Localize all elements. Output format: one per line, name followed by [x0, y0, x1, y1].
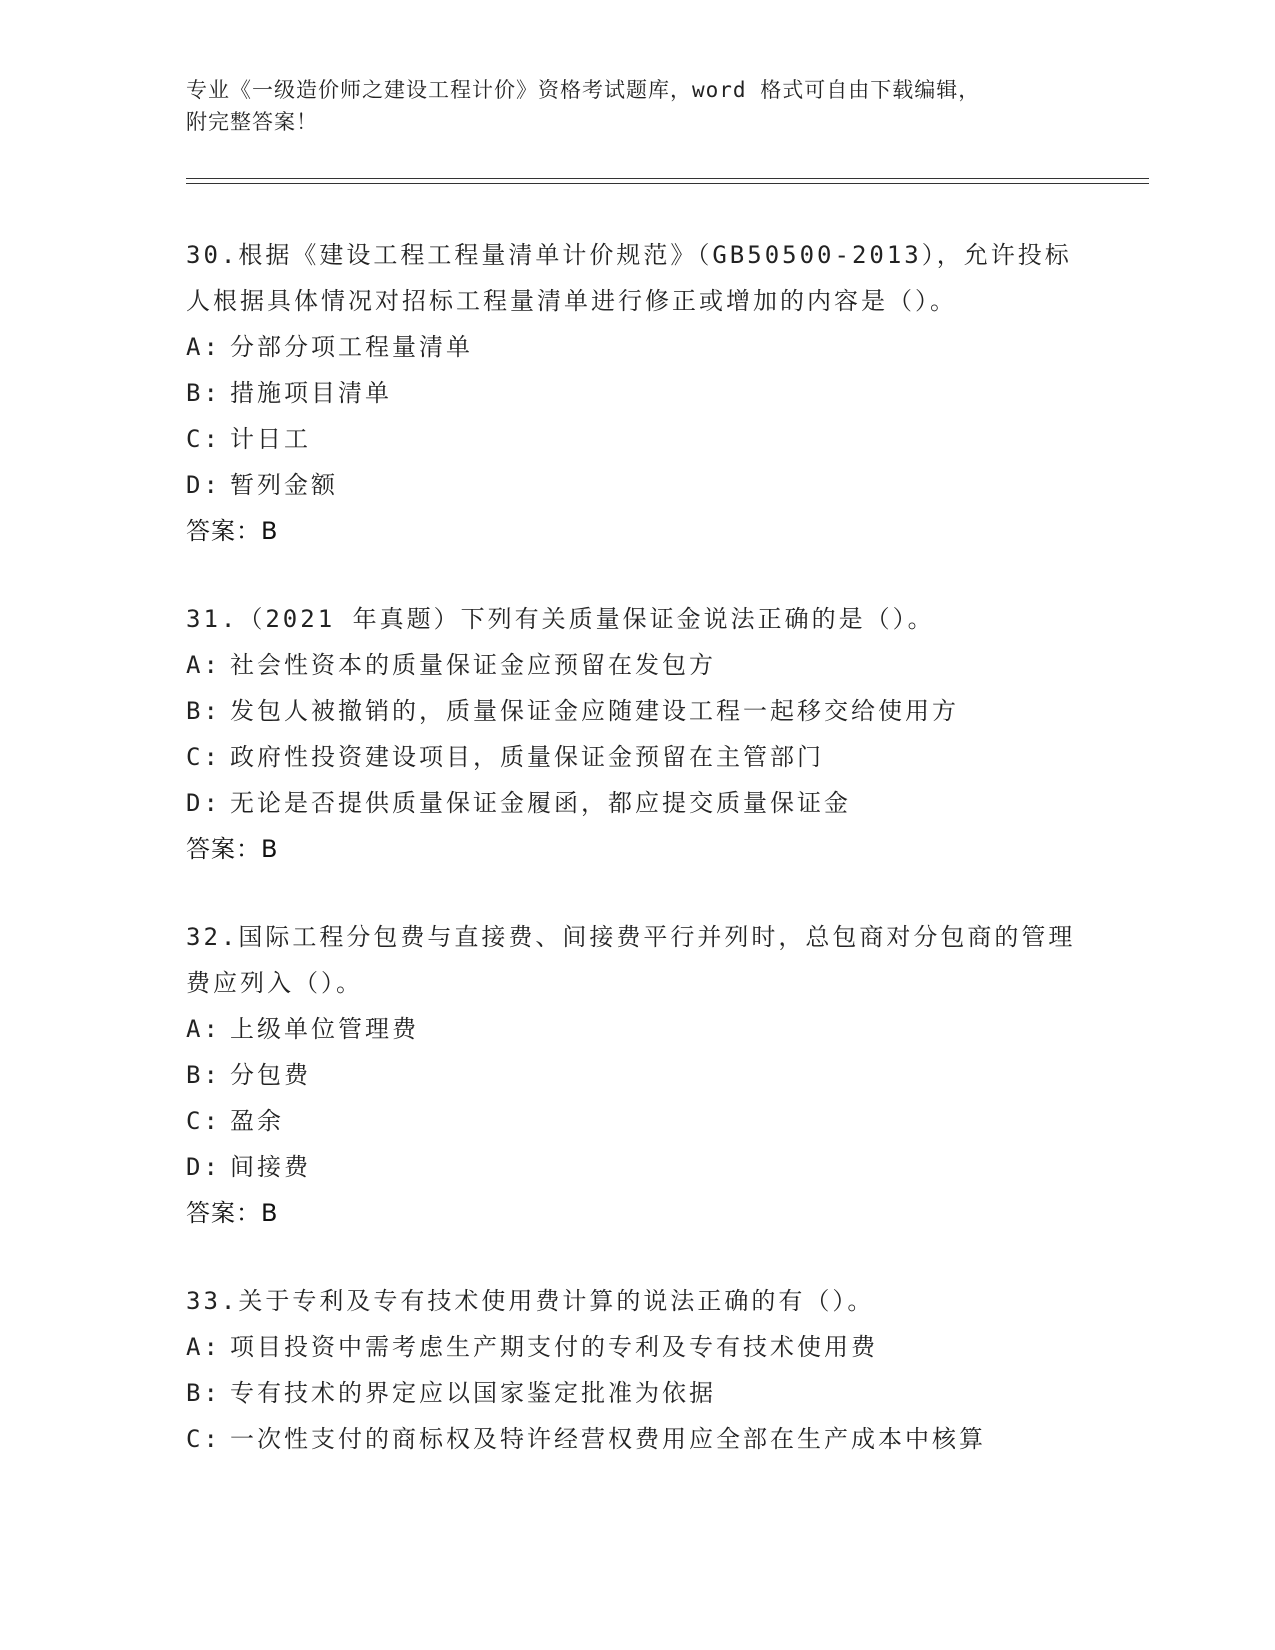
option-key: C: [186, 1425, 221, 1453]
answer-label: 答案：B [186, 517, 279, 545]
option-c [186, 1416, 1086, 1462]
question-33 [186, 1278, 1086, 1462]
option-key: C: [186, 425, 221, 453]
option-d [186, 462, 1086, 508]
option-key: A: [186, 1333, 221, 1361]
option-b [186, 370, 1086, 416]
header-line-2: 附完整答案！ [186, 110, 318, 134]
option-text: 暂列金额 [230, 471, 338, 499]
option-key: D: [186, 789, 221, 817]
option-text: 无论是否提供质量保证金履函，都应提交质量保证金 [230, 789, 851, 817]
option-d [186, 780, 1086, 826]
option-text: 间接费 [230, 1153, 311, 1181]
option-key: A: [186, 1015, 221, 1043]
option-key: B: [186, 1061, 221, 1089]
option-key: C: [186, 1107, 221, 1135]
option-text: 分部分项工程量清单 [230, 333, 473, 361]
option-key: D: [186, 1153, 221, 1181]
option-text: 专有技术的界定应以国家鉴定批准为依据 [230, 1379, 716, 1407]
answer-label: 答案：B [186, 1199, 279, 1227]
option-a [186, 642, 1086, 688]
option-key: A: [186, 333, 221, 361]
option-text: 上级单位管理费 [230, 1015, 419, 1043]
answer-label: 答案：B [186, 835, 279, 863]
option-text: 项目投资中需考虑生产期支付的专利及专有技术使用费 [230, 1333, 878, 1361]
option-text: 措施项目清单 [230, 379, 392, 407]
option-b [186, 688, 1086, 734]
option-key: A: [186, 651, 221, 679]
option-b [186, 1370, 1086, 1416]
question-stem: 30.根据《建设工程工程量清单计价规范》（GB50500-2013），允许投标人根据具体情况对招标工程量清单进行修正或增加的内容是（）。 [186, 241, 1072, 315]
question-30 [186, 232, 1086, 554]
header-divider-top [186, 178, 1149, 179]
option-key: B: [186, 379, 221, 407]
option-d [186, 1144, 1086, 1190]
option-text: 政府性投资建设项目，质量保证金预留在主管部门 [230, 743, 824, 771]
option-key: D: [186, 471, 221, 499]
question-stem: 33.关于专利及专有技术使用费计算的说法正确的有（）。 [186, 1287, 875, 1315]
header-divider-bottom [186, 183, 1149, 184]
option-b [186, 1052, 1086, 1098]
question-32 [186, 914, 1086, 1236]
option-a [186, 1006, 1086, 1052]
option-text: 盈余 [230, 1107, 284, 1135]
option-text: 发包人被撤销的，质量保证金应随建设工程一起移交给使用方 [230, 697, 959, 725]
option-text: 分包费 [230, 1061, 311, 1089]
option-text: 一次性支付的商标权及特许经营权费用应全部在生产成本中核算 [230, 1425, 986, 1453]
option-a [186, 324, 1086, 370]
option-key: B: [186, 697, 221, 725]
option-c [186, 416, 1086, 462]
question-stem: 32.国际工程分包费与直接费、间接费平行并列时，总包商对分包商的管理费应列入（）。 [186, 923, 1076, 997]
option-key: C: [186, 743, 221, 771]
option-a [186, 1324, 1086, 1370]
option-c [186, 734, 1086, 780]
option-text: 社会性资本的质量保证金应预留在发包方 [230, 651, 716, 679]
question-stem: 31.（2021 年真题）下列有关质量保证金说法正确的是（）。 [186, 605, 935, 633]
option-c [186, 1098, 1086, 1144]
option-text: 计日工 [230, 425, 311, 453]
option-key: B: [186, 1379, 221, 1407]
question-31 [186, 596, 1086, 872]
document-header [186, 74, 1086, 138]
header-line-1: 专业《一级造价师之建设工程计价》资格考试题库，word 格式可自由下载编辑， [186, 78, 981, 102]
